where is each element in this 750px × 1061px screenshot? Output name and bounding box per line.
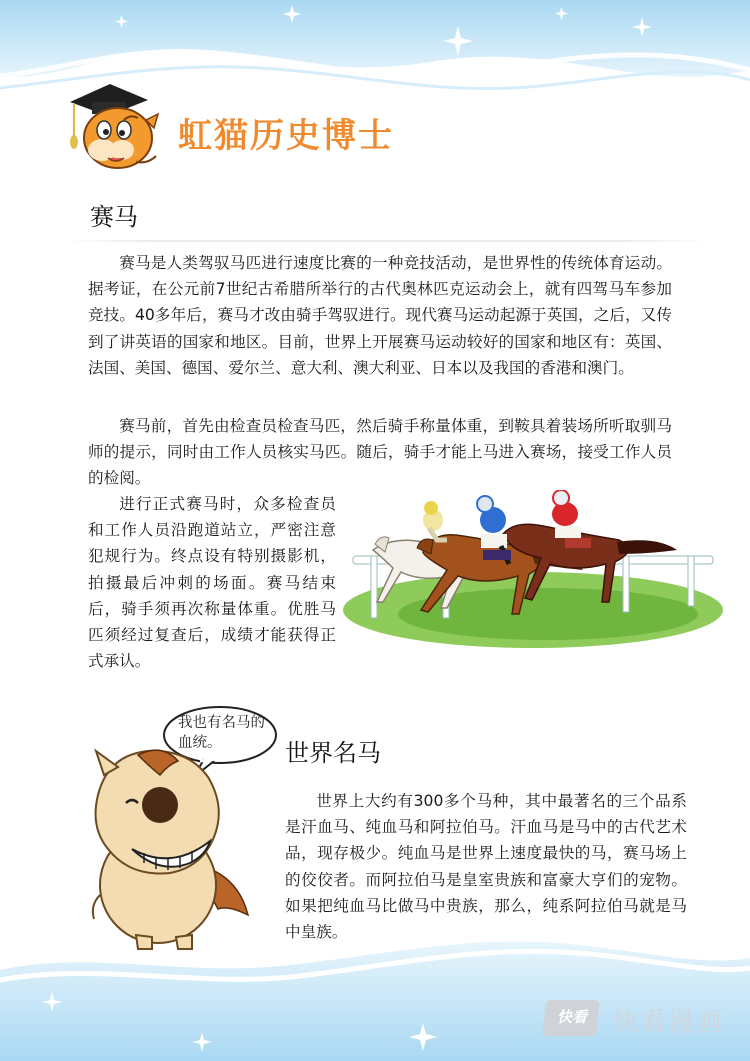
- cartoon-cat-mascot: [62, 70, 172, 180]
- page-header-title: 虹猫历史博士: [178, 116, 394, 156]
- paragraph-race-rules: 进行正式赛马时，众多检查员和工作人员沿跑道站立，严密注意犯规行为。终点设有特别摄影机，拍摄最后冲刺的场面。赛马结束后，骑手须再次称量体重。优胜马匹须经过复查后，成绩才能获得正式承认。: [88, 495, 336, 671]
- watermark-text: 快看漫画: [612, 1008, 725, 1038]
- paragraph-famous-horses: 世界上大约有300多个马种，其中最著名的三个品系是汗血马、纯血马和阿拉伯马。汗血马是马中的古代艺术品，现存极少。纯血马是世界上速度最快的马，赛马场上的佼佼者。而阿拉伯马是皇室贵族和富豪大亨们的宠物。如果把纯血马比做马中贵族，那么，纯系阿拉伯马就是马中皇族。: [285, 792, 687, 942]
- bottom-sky-decoration: [0, 930, 750, 1061]
- section-divider: [60, 240, 710, 242]
- watermark-badge-text: 快看: [556, 1008, 587, 1026]
- cartoon-horse-character: [78, 745, 258, 950]
- race-horses-illustration: [333, 490, 723, 650]
- section-title-horse-racing: 赛马: [90, 203, 138, 231]
- paragraph-racing-intro: 赛马是人类驾驭马匹进行速度比赛的一种竞技活动，是世界性的传统体育运动。据考证，在公元前7世纪古希腊所举行的古代奥林匹克运动会上，就有四驾马车参加竞技。40多年后，赛马才改由骑手驾驭进行。现代赛马运动起源于英国，之后，又传到了讲英语的国家和地区。目前，世界上开展赛马运动较好的国家和地区有：英国、法国、美国、德国、爱尔兰、意大利、澳大利亚、日本以及我国的香港和澳门。: [88, 254, 672, 377]
- section-title-famous-horses: 世界名马: [285, 739, 381, 767]
- speech-bubble-text: 我也有名马的血统。: [178, 715, 265, 751]
- paragraph-pre-race: 赛马前，首先由检查员检查马匹，然后骑手称量体重，到鞍具着装场所听取驯马师的提示，同时由工作人员核实马匹。随后，骑手才能上马进入赛场，接受工作人员的检阅。: [88, 417, 672, 488]
